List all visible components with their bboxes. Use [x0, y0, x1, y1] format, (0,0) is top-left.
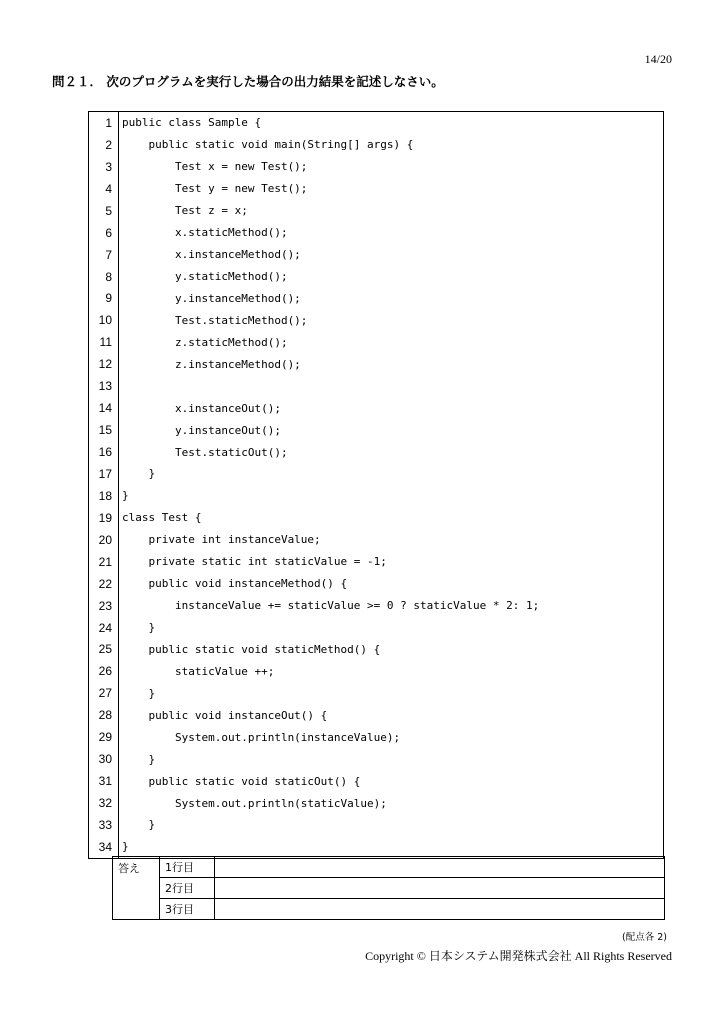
line-number: 6	[89, 222, 119, 244]
line-number: 22	[89, 573, 119, 595]
code-text: Test z = x;	[122, 204, 248, 218]
code-line	[89, 112, 664, 134]
code-line	[89, 419, 664, 441]
code-line	[89, 529, 664, 551]
line-number: 31	[89, 770, 119, 792]
code-text: }	[122, 752, 156, 766]
page-number: 14/20	[644, 52, 672, 66]
answer-row	[113, 899, 665, 920]
code-text: y.instanceMethod();	[122, 291, 301, 305]
line-number: 34	[89, 836, 119, 858]
code-text: }	[122, 489, 129, 503]
code-line	[89, 134, 664, 156]
code-text: }	[122, 818, 156, 832]
code-line	[89, 682, 664, 704]
question-text: 問２１． 次のプログラムを実行した場合の出力結果を記述しなさい。	[52, 74, 444, 89]
code-line	[89, 156, 664, 178]
code-line	[89, 595, 664, 617]
answer-row	[113, 857, 665, 878]
code-line	[89, 200, 664, 222]
code-text: }	[122, 621, 156, 635]
answer-field[interactable]	[215, 857, 665, 878]
code-text: x.instanceMethod();	[122, 248, 301, 262]
line-number: 9	[89, 288, 119, 310]
line-number: 18	[89, 485, 119, 507]
line-number: 10	[89, 309, 119, 331]
code-text	[119, 375, 664, 397]
code-text: public static void main(String[] args) {	[122, 138, 414, 152]
line-number: 23	[89, 595, 119, 617]
code-line	[89, 704, 664, 726]
copyright-notice: Copyright © 日本システム開発株式会社 All Rights Reserved	[365, 949, 672, 963]
code-text: Test x = new Test();	[122, 160, 308, 174]
code-text: public void instanceMethod() {	[122, 577, 348, 591]
line-number: 1	[89, 112, 119, 134]
code-line	[89, 178, 664, 200]
code-text: Test y = new Test();	[122, 182, 308, 196]
code-text: z.instanceMethod();	[122, 357, 301, 371]
line-number: 33	[89, 814, 119, 836]
code-line	[89, 266, 664, 288]
line-number: 19	[89, 507, 119, 529]
code-text: staticValue ++;	[122, 664, 275, 678]
answer-table	[112, 856, 665, 920]
code-line	[89, 748, 664, 770]
line-number: 15	[89, 419, 119, 441]
answer-field[interactable]	[215, 899, 665, 920]
line-number: 29	[89, 726, 119, 748]
code-line	[89, 770, 664, 792]
code-text: }	[122, 467, 156, 481]
code-line	[89, 397, 664, 419]
code-text: x.instanceOut();	[122, 401, 281, 415]
code-line	[89, 573, 664, 595]
line-number: 28	[89, 704, 119, 726]
answer-row-label: 2行目	[160, 878, 215, 899]
line-number: 13	[89, 375, 119, 397]
line-number: 3	[89, 156, 119, 178]
code-text: x.staticMethod();	[122, 226, 288, 240]
code-line	[89, 485, 664, 507]
code-text: System.out.println(staticValue);	[122, 796, 387, 810]
code-line	[89, 814, 664, 836]
line-number: 5	[89, 200, 119, 222]
code-line	[89, 463, 664, 485]
code-listing	[88, 111, 664, 859]
line-number: 27	[89, 682, 119, 704]
answer-row	[113, 878, 665, 899]
line-number: 17	[89, 463, 119, 485]
code-text: public class Sample {	[122, 116, 262, 130]
line-number: 21	[89, 551, 119, 573]
line-number: 26	[89, 660, 119, 682]
code-text: public void instanceOut() {	[122, 708, 328, 722]
answer-field[interactable]	[215, 878, 665, 899]
line-number: 4	[89, 178, 119, 200]
answer-row-label: 3行目	[160, 899, 215, 920]
code-line	[89, 551, 664, 573]
code-text: public static void staticMethod() {	[122, 642, 381, 656]
answer-row-label: 1行目	[160, 857, 215, 878]
line-number: 14	[89, 397, 119, 419]
code-line	[89, 660, 664, 682]
line-number: 25	[89, 639, 119, 661]
code-line	[89, 309, 664, 331]
code-text: }	[122, 686, 156, 700]
line-number: 2	[89, 134, 119, 156]
code-text: System.out.println(instanceValue);	[122, 730, 401, 744]
code-text: private static int staticValue = -1;	[122, 555, 387, 569]
answer-heading: 答え	[113, 857, 160, 920]
code-text: y.instanceOut();	[122, 423, 281, 437]
code-text: private int instanceValue;	[122, 533, 321, 547]
line-number: 7	[89, 244, 119, 266]
code-line	[89, 375, 664, 397]
code-line	[89, 726, 664, 748]
code-line	[89, 836, 664, 858]
line-number: 24	[89, 617, 119, 639]
code-text: y.staticMethod();	[122, 270, 288, 284]
line-number: 16	[89, 441, 119, 463]
code-line	[89, 288, 664, 310]
code-text: instanceValue += staticValue >= 0 ? staticValue * 2: 1;	[122, 599, 540, 613]
code-line	[89, 617, 664, 639]
code-text: Test.staticOut();	[122, 445, 288, 459]
line-number: 32	[89, 792, 119, 814]
code-line	[89, 331, 664, 353]
line-number: 11	[89, 331, 119, 353]
code-text: z.staticMethod();	[122, 335, 288, 349]
line-number: 12	[89, 353, 119, 375]
line-number: 20	[89, 529, 119, 551]
code-text: class Test {	[122, 511, 202, 525]
points-note: (配点各 2)	[622, 932, 667, 943]
code-text: Test.staticMethod();	[122, 313, 308, 327]
code-text: public static void staticOut() {	[122, 774, 361, 788]
code-line	[89, 222, 664, 244]
code-line	[89, 639, 664, 661]
code-line	[89, 792, 664, 814]
code-line	[89, 507, 664, 529]
code-text: }	[122, 840, 129, 854]
line-number: 30	[89, 748, 119, 770]
code-line	[89, 353, 664, 375]
code-line	[89, 441, 664, 463]
code-line	[89, 244, 664, 266]
line-number: 8	[89, 266, 119, 288]
